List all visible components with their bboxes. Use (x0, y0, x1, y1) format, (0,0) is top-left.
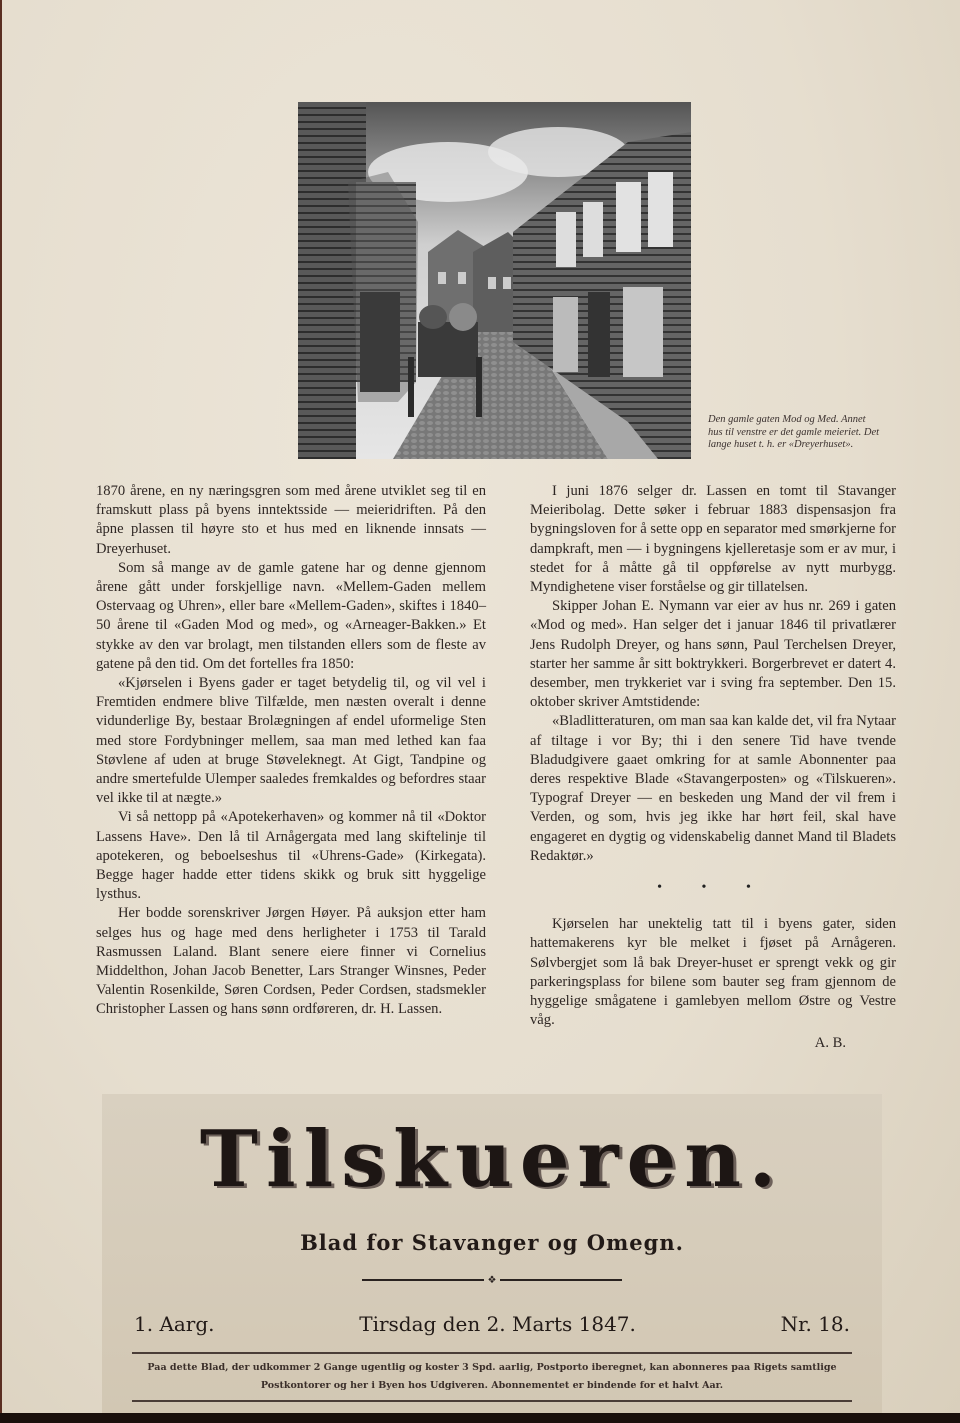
issue-number: Nr. 18. (780, 1312, 850, 1336)
section-separator: • • • (657, 880, 769, 896)
newspaper-masthead (102, 1094, 882, 1413)
photo-caption: Den gamle gaten Mod og Med. Annet hus til venstre er det gamle meieriet. Det lange huset t. h. er «Dreyerhuset». (708, 414, 880, 450)
masthead-subtitle: Blad for Stavanger og Omegn. (300, 1230, 684, 1255)
author-signature: A. B. (814, 1035, 846, 1052)
paragraph: 1870 årene, en ny næringsgren som med årene utviklet seg til en framskutt plass på byens inntektsside — meieridriften. På den åpne plassen til høyre sto et hus med en liknende innsats — Dreyerhuset. (96, 483, 486, 557)
ornament-divider (362, 1276, 622, 1284)
subscription-notice-line-1: Paa dette Blad, der udkommer 2 Gange ugentlig og koster 3 Spd. aarlig, Postporto iberegnet, kan abonneres paa Rigets samtlige (147, 1362, 837, 1373)
paragraph: Her bodde sorenskriver Jørgen Høyer. På auksjon etter ham selges hus og hage med dens herligheter i 1753 til Tarald Rasmussen Laland. Blant senere eiere finner vi Cornelius Middelthon, Johan Jacob Benetter, Lars Stranger Winsnes, Peder Valentin Rosenkilde, Søren Cordsen, Peder Cordsen, stadsmekler Christopher Lassen og hans sønn ordføreren, dr. H. Lassen. (96, 905, 486, 1018)
street-photo (298, 102, 691, 459)
ornament-icon: ❖ (487, 1274, 497, 1286)
quote-paragraph: «Bladlitteraturen, om man saa kan kalde det, vil fra Nytaar af tiltage i vor By; thi i den senere Tid have tvende Bladudgivere gaaet omkring for at samle Abonnenter paa deres respektive Blade «Stavangerposten» og «Tilskueren». Typograf Dreyer — en beskeden ung Mand der vil frem i Verden, og som, hvis jeg ikke har hørt feil, skal have engageret en dygtig og videnskabelig dannet Mand til Bladets Redaktør.» (530, 713, 896, 864)
masthead-title: Tilskueren. (199, 1114, 785, 1205)
issue-date: Tirsdag den 2. Marts 1847. (359, 1312, 636, 1336)
paragraph: Skipper Johan E. Nymann var eier av hus nr. 269 i gaten «Mod og med». Han selger det i januar 1846 til privatlærer Jens Rudolph Dreyer, og hans sønn, Paul Terchelsen Dreyer, starter her samme år sitt boktrykkeri. Borgerbrevet er datert 4. desember, men trykkeriet var i sving fra september. Den 15. oktober skriver Amtstidende: (530, 598, 896, 711)
street-photo-image (298, 102, 691, 459)
closing-paragraph: Kjørselen har unektelig tatt til i byens gater, siden hattemakerens kyr ble melket i fjøset på Arnågeren. Sølvbergjet som lå bak Dreyer-huset er sprengt vekk og gir parkeringsplass for bilene som bauter seg fram gjennom de hyggelige smågatene i gamlebyen mellom Østre og Vestre våg. (530, 916, 896, 1029)
masthead-rule-top (132, 1352, 852, 1354)
paragraph: Som så mange av de gamle gatene har og denne gjennom årene gått under forskjellige navn. «Mellem-Gaden mellem Ostervaag og Uhren», eller bare «Mellem-Gaden», skiftes i 1840–50 årene til «Gaden Mod og med», og «Arneager-Bakken.» Et stykke av den var brolagt, men tilstanden ellers som de fleste av gatene på den tid. Om det fortelles fra 1850: (96, 559, 486, 672)
paragraph: I juni 1876 selger dr. Lassen en tomt til Stavanger Meieribolag. Dette søker i februar 1883 dispensasjon fra bygningsloven for å sette opp en separator med smørkjerne for dampkraft, men — i bygningens kjelleretasje som er av mur, i stedet for å måtte gå til oppførelse av nytt murbygg. Myndighetene viser forståelse og gir tillatelsen. (530, 483, 896, 596)
ornament-line-right (500, 1279, 622, 1281)
volume-label: 1. Aarg. (134, 1312, 215, 1336)
ornament-line-left (362, 1279, 484, 1281)
paragraph: Vi så nettopp på «Apotekerhaven» og kommer nå til «Doktor Lassens Have». Den lå til Arnågergata med lang skiftelinje til apotekeren, og beboelseshus til «Uhrens-Gade» (Kirkegata). Begge hager hadde etter tidens skikk og bruk sitt hyggelige lysthus. (96, 809, 486, 903)
quote-paragraph: «Kjørselen i Byens gader er taget betydelig til, og vil vel i Fremtiden endmere blive Tilfælde, men næsten overalt i denne vidunderlige By, bestaar Brolægningen af endel uformelige Sten med store Fordybninger mellem, saa man med lethed kan faa Støvlene af uden at bruge Støveleknegt. At Gigt, Tandpine og andre smertefulde Ulemper saaledes fremkaldes og befordres staar vel ikke til at nægte.» (96, 675, 486, 807)
subscription-notice-line-2: Postkontorer og her i Byen hos Udgiveren. Abonnementet er bindende for et halvt Aar. (260, 1380, 724, 1391)
right-text-column (530, 482, 896, 1054)
masthead-info-row (134, 1312, 850, 1336)
left-text-column (96, 482, 486, 1020)
masthead-rule-bottom (132, 1400, 852, 1402)
